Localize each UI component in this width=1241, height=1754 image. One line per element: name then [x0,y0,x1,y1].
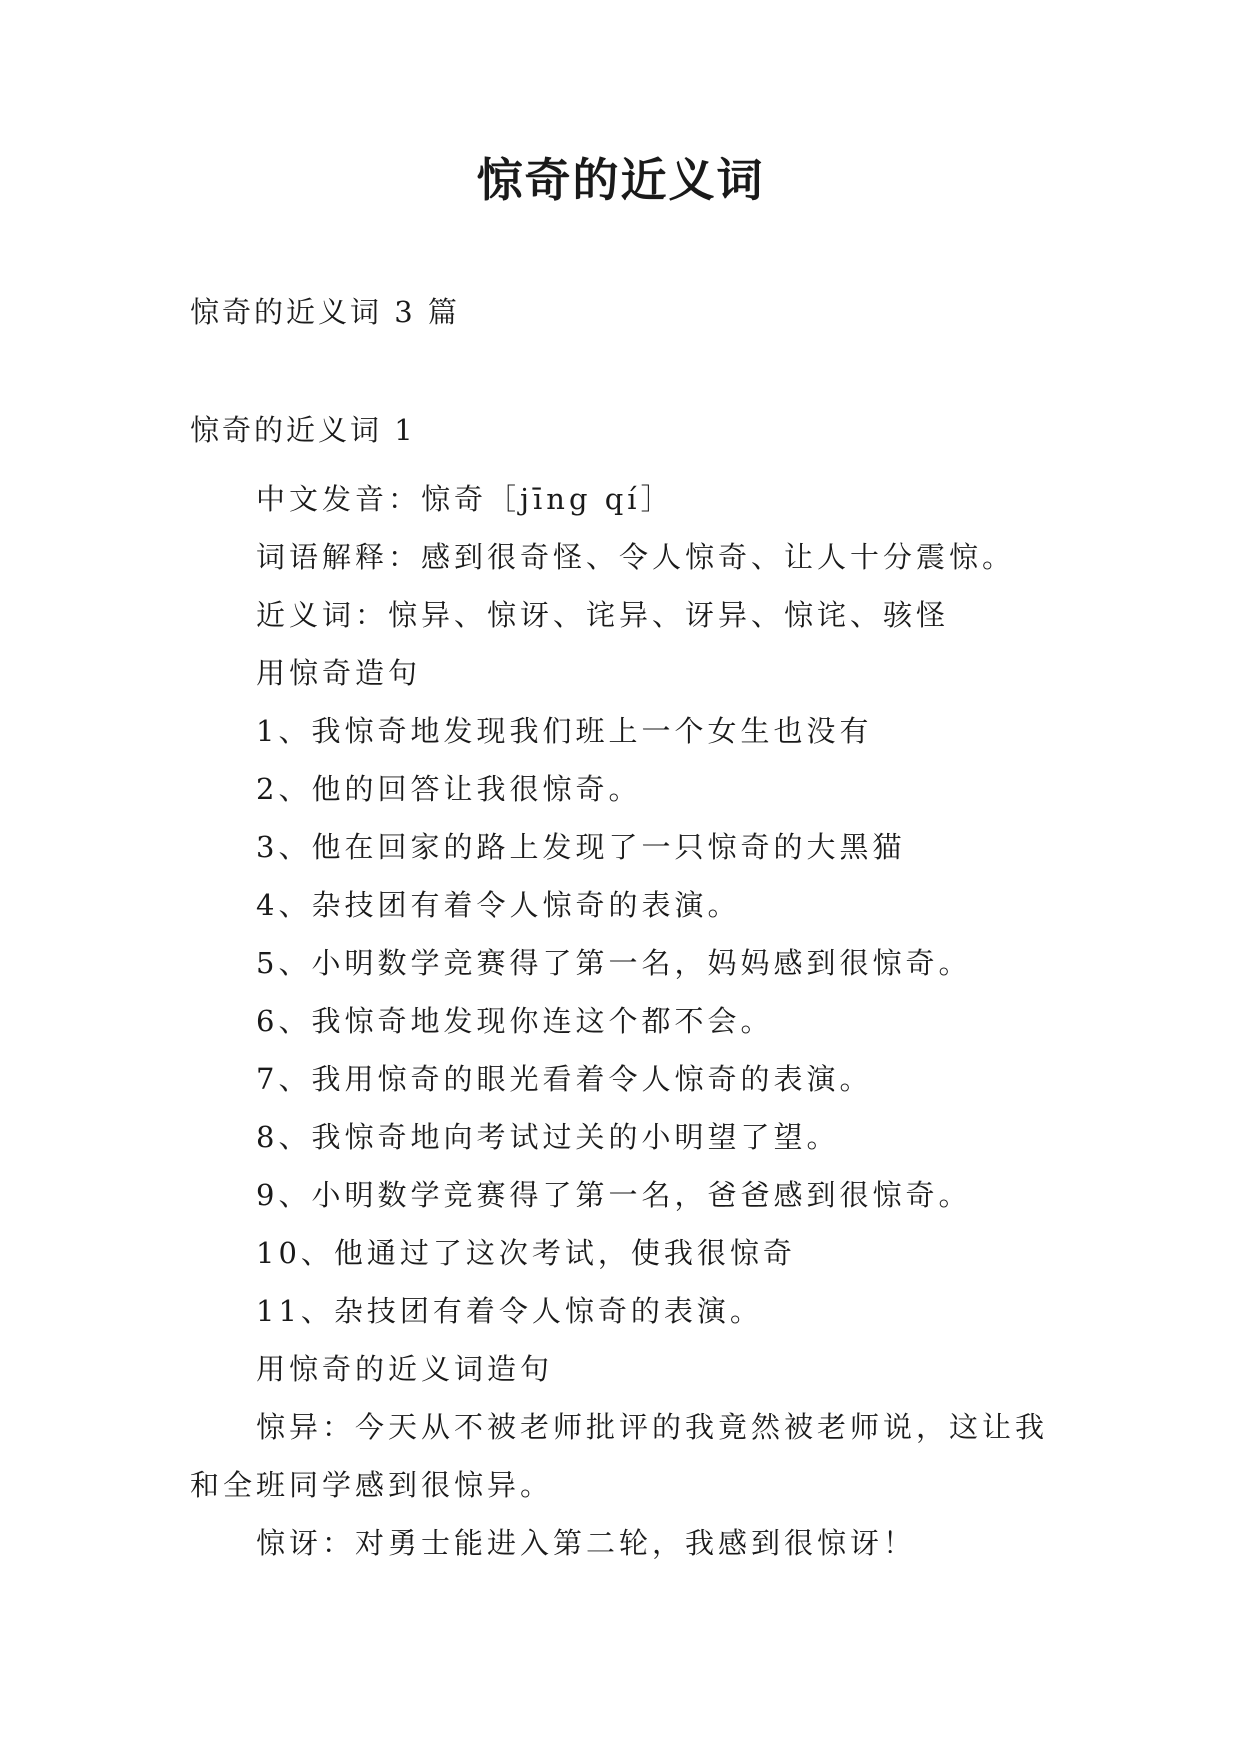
example-sentence: 9、小明数学竞赛得了第一名，爸爸感到很惊奇。 [256,1178,972,1212]
example-sentence: 6、我惊奇地发现你连这个都不会。 [256,1004,774,1038]
document-subtitle: 惊奇的近义词 3 篇 [190,295,460,329]
example-sentence: 5、小明数学竞赛得了第一名，妈妈感到很惊奇。 [256,946,972,980]
synonym-sentence: 惊异：今天从不被老师批评的我竟然被老师说，这让我和全班同学感到很惊异。 [190,1410,1049,1502]
example-sentence: 4、杂技团有着令人惊奇的表演。 [256,888,741,922]
synonym-sentence: 惊讶：对勇士能进入第二轮，我感到很惊讶！ [256,1526,917,1560]
example-sentence: 3、他在回家的路上发现了一只惊奇的大黑猫 [256,830,906,864]
section-heading: 惊奇的近义词 1 [190,413,416,447]
example-sentence: 8、我惊奇地向考试过关的小明望了望。 [256,1120,840,1154]
document-body [190,470,1060,1572]
example-sentences-heading: 用惊奇造句 [256,656,422,690]
synonym-sentences-heading: 用惊奇的近义词造句 [256,1352,554,1386]
example-sentence: 11、杂技团有着令人惊奇的表演。 [256,1294,763,1328]
example-sentence: 7、我用惊奇的眼光看着令人惊奇的表演。 [256,1062,873,1096]
example-sentence: 10、他通过了这次考试，使我很惊奇 [256,1236,796,1270]
definition-paragraph: 词语解释：感到很奇怪、令人惊奇、让人十分震惊。 [256,540,1016,574]
document-title: 惊奇的近义词 [476,153,765,207]
synonyms-paragraph: 近义词：惊异、惊讶、诧异、讶异、惊诧、骇怪 [256,598,950,632]
pronunciation-paragraph: 中文发音：惊奇［jīng qí］ [256,482,674,516]
example-sentence: 2、他的回答让我很惊奇。 [256,772,642,806]
example-sentence: 1、我惊奇地发现我们班上一个女生也没有 [256,714,873,748]
